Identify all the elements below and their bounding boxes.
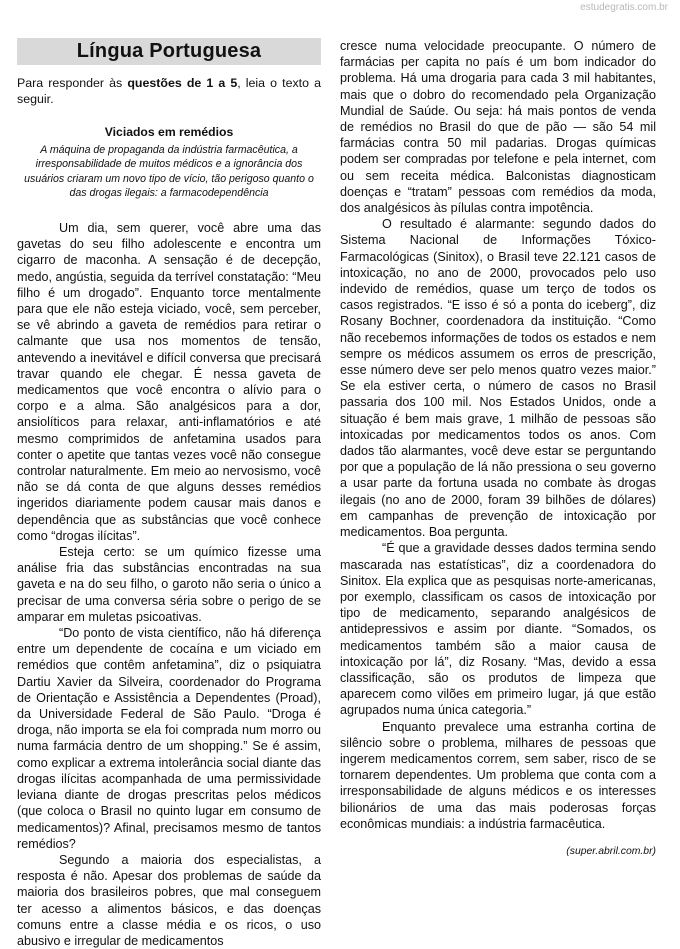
paragraph-4-continued: cresce numa velocidade preocupante. O número de farmácias per capita no país é um bom indicador do problema. Há uma drogaria para cada 3 mil habitantes, mais que o dobro do recomendado pela Organização Mundial de Saúde. Ou seja: há mais pontos de venda de remédios no Brasil do que de pão — são 54 mil farmácias contra 50 mil padarias. Drogas químicas podem ser compradas por telefone e pela internet, com ou sem receita médica. Balconistas diagnosticam doenças e “tratam” pessoas com remédios da moda, dos analgésicos às pílulas contra impotência. (340, 39, 656, 216)
instruction (17, 75, 321, 107)
left-column (17, 38, 321, 949)
paragraph-2: Esteja certo: se um químico fizesse uma análise fria das substâncias encontradas na sua gaveta e na do seu filho, o garoto não seria o único a precisar de uma conversa séria sobre o perigo de se amparar em muletas psicoativas. (17, 545, 321, 624)
paragraph-1: Um dia, sem querer, você abre uma das gavetas do seu filho adolescente e encontra um cigarro de maconha. A sensação é de decepção, medo, angústia, seguida da terrível constatação: “Meu filho é um drogado”. Enquanto torce mentalmente para que ele não esteja viciado, você, sem perceber, se vê abrindo a gaveta de remédios para retirar o calmante que usa nos momentos de tensão, antevendo a inevitável e difícil conversa que precisará travar quando ele chegar. É nessa gaveta de medicamentos que você encontra o alívio para o corpo e a alma. São analgésicos para a dor, ansiolíticos para relaxar, anti-inflamatórios e até mesmo comprimidos de anfetamina usados para conter o apetite que tantas vezes você não consegue controlar naturalmente. Em meio ao nervosismo, você não se dá conta de que alguns desses remédios ingeridos diariamente podem causar mais danos e dependência que as substâncias que você conhece como “drogas ilícitas”. (17, 220, 321, 543)
article-source: (super.abril.com.br) (566, 845, 656, 857)
instruction-prefix: Para responder às (17, 76, 128, 90)
paragraph-7: Enquanto prevalece uma estranha cortina de silêncio sobre o problema, milhares de pessoas que ingerem medicamentos correm, sem saber, risco de se tornarem dependentes. Um problema que conta com a irresponsabilidade de alguns médicos e os interesses bilionários de uma das mais poderosas forças econômicas mundiais: a indústria farmacêutica. (340, 719, 656, 831)
section-header: Língua Portuguesa (17, 38, 321, 65)
paragraph-5: O resultado é alarmante: segundo dados do Sistema Nacional de Informações Tóxico-Farmacológicas (Sinitox), o Brasil teve 22.121 casos de intoxicação, no ano de 2000, provocados pelo uso indevido de remédios, quase um terço de todos os casos registrados. “E isso é só a ponta do iceberg”, diz Rosany Bochner, coordenadora da instituição. “Como não recebemos informações de todos os estados e nem sempre os médicos assumem os erros de prescrição, esse número deve ser pelo menos quatro vezes maior.” Se ela estiver certa, o número de casos no Brasil passaria dos 100 mil. Nos Estados Unidos, onde a situação é bem mais grave, 1 milhão de pessoas são intoxicadas por medicamentos todos os anos. Com dados tão alarmantes, você deve estar se perguntando por que a população de lá não pressiona o seu governo a usar parte da fortuna usada no combate às drogas ilegais (no ano de 2000, foram 39 bilhões de dólares) em campanhas de prevenção de intoxicação por medicamentos. Boa pergunta. (340, 217, 656, 540)
instruction-suffix: , leia o texto a seguir. (17, 76, 321, 107)
article-subtitle: A máquina de propaganda da indústria farmacêutica, a irresponsabilidade de muitos médicos e a ignorância dos usuários criaram um novo tipo de vício, tão perigoso quanto o das drogas ilegais: a farmacodependência (24, 143, 314, 200)
instruction-questions: questões de 1 a 5 (127, 76, 238, 90)
paragraph-4: Segundo a maioria dos especialistas, a resposta é não. Apesar dos problemas de saúde da maioria dos brasileiros pobres, que mal conseguem ter acesso a alimentos básicos, e das doenças comuns entre a classe média e os ricos, o uso abusivo e irregular de medicamentos (17, 852, 321, 948)
right-column (340, 38, 656, 860)
article-title: Viciados em remédios (104, 125, 234, 140)
watermark: estudegratis.com.br (580, 2, 668, 13)
paragraph-3: “Do ponto de vista científico, não há diferença entre um dependente de cocaína e um viciado em remédios que contêm anfetamina”, diz o psiquiatra Dartiu Xavier da Silveira, coordenador do Programa de Orientação e Assistência a Dependentes (Proad), da Universidade Federal de São Paulo. “Droga é droga, não importa se ela foi comprada num morro ou numa farmácia dentro de um shopping.” Se é assim, como explicar a extrema intolerância social diante das drogas ilícitas acompanhada de uma permissividade leviana diante de drogas prescritas pelos médicos (que coloca o Brasil no quinto lugar em consumo de medicamentos)? Afinal, precisamos mesmo de tantos remédios? (17, 626, 321, 851)
paragraph-6: “É que a gravidade desses dados termina sendo mascarada nas estatísticas”, diz a coordenadora do Sinitox. Ela explica que as pesquisas norte-americanas, por exemplo, classificam os casos de intoxicação por tipo de medicamento, separando analgésicos de antidepressivos e assim por diante. “Somados, os medicamentos também são a maior causa de intoxicação por lá”, diz Rosany. “Mas, devido a essa classificação, são os produtos de limpeza que aparecem como vilões em primeiro lugar, já que estão agrupados numa única categoria.” (340, 541, 656, 718)
